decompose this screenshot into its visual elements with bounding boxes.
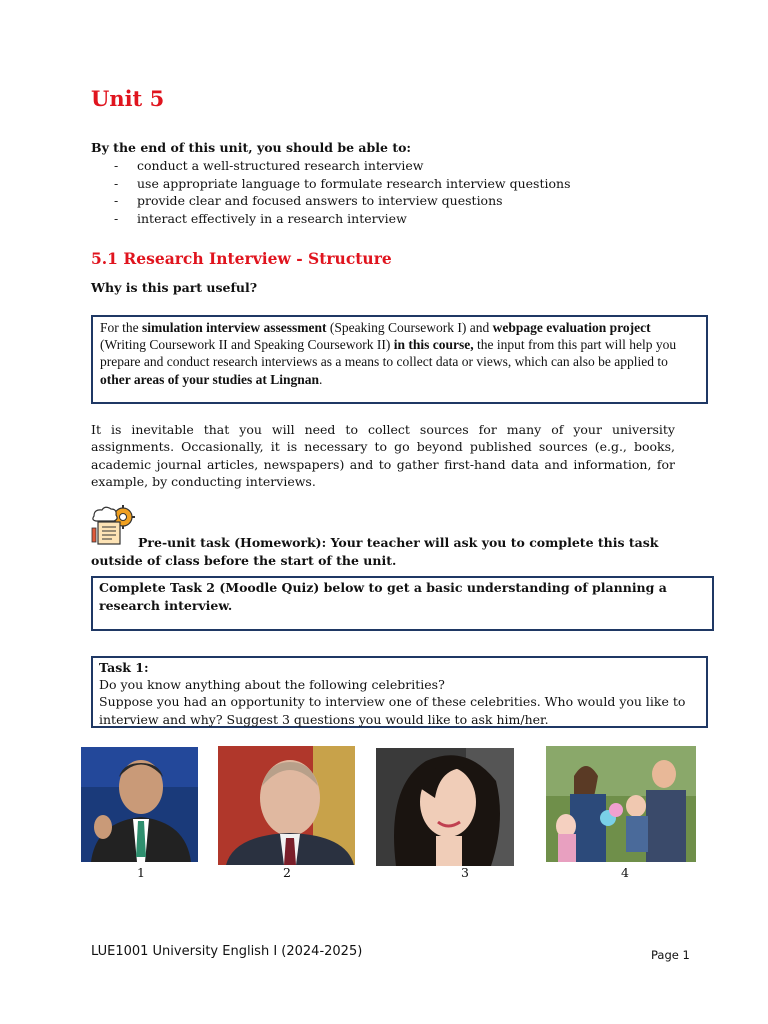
box-text: . <box>319 371 323 387</box>
footer-course: LUE1001 University English I (2024-2025) <box>91 944 363 959</box>
task1-box <box>91 656 708 728</box>
box-text: (Writing Coursework II and Speaking Coursework II) <box>100 337 394 353</box>
task1-title: Task 1: <box>99 660 149 675</box>
objectives-heading: By the end of this unit, you should be able to: <box>91 140 412 155</box>
box-bold-text: webpage evaluation project <box>492 320 651 335</box>
list-item: - conduct a well-structured research interview <box>114 157 570 175</box>
box-text: (Speaking Coursework I) and <box>326 320 493 335</box>
photo-caption: 3 <box>461 865 469 880</box>
photo-caption: 2 <box>283 865 291 880</box>
page-number: Page 1 <box>651 948 690 962</box>
list-item: - provide clear and focused answers to interview questions <box>114 192 570 210</box>
objectives-list <box>114 157 570 227</box>
box-text: the input from this part will help you prepare and conduct research interviews as a means to collect data or views, which can also be applied to <box>100 337 677 370</box>
section-question: Why is this part useful? <box>91 280 258 295</box>
section-title: 5.1 Research Interview - Structure <box>91 249 392 268</box>
pre-unit-task: Pre-unit task (Homework): Your teacher will ask you to complete this task outside of class before the start of the unit. <box>91 535 659 568</box>
box-bold-text: other areas of your studies at Lingnan <box>100 371 320 387</box>
photo-caption: 1 <box>137 865 145 880</box>
unit-title: Unit 5 <box>91 86 165 111</box>
celebrity-photo-3 <box>376 748 514 866</box>
celebrity-photo-4 <box>546 746 696 862</box>
moodle-quiz-box: Complete Task 2 (Moodle Quiz) below to get a basic understanding of planning a research interview. <box>91 576 714 631</box>
task1-line: Suppose you had an opportunity to interview one of these celebrities. Who would you like to interview and why? Suggest 3 questions you would like to ask him/her. <box>99 694 686 727</box>
box-bold-text: simulation interview assessment <box>142 320 327 335</box>
box-bold-text: in this course, <box>393 337 474 353</box>
body-paragraph: It is inevitable that you will need to collect sources for many of your university assignments. Occasionally, it is necessary to go beyond published sources (e.g., books, academic journal articles, newspapers) and to gather first-hand data and information, for example, by conducting interviews. <box>91 422 675 489</box>
box-text: For the <box>100 320 142 335</box>
list-item: - use appropriate language to formulate research interview questions <box>114 175 570 193</box>
list-item: - interact effectively in a research interview <box>114 210 570 228</box>
photo-caption: 4 <box>621 865 629 880</box>
task1-line: Do you know anything about the following celebrities? <box>99 677 445 693</box>
celebrity-photo-1 <box>81 747 198 862</box>
celebrity-photo-2 <box>218 746 355 865</box>
simulation-info-box <box>91 315 708 404</box>
